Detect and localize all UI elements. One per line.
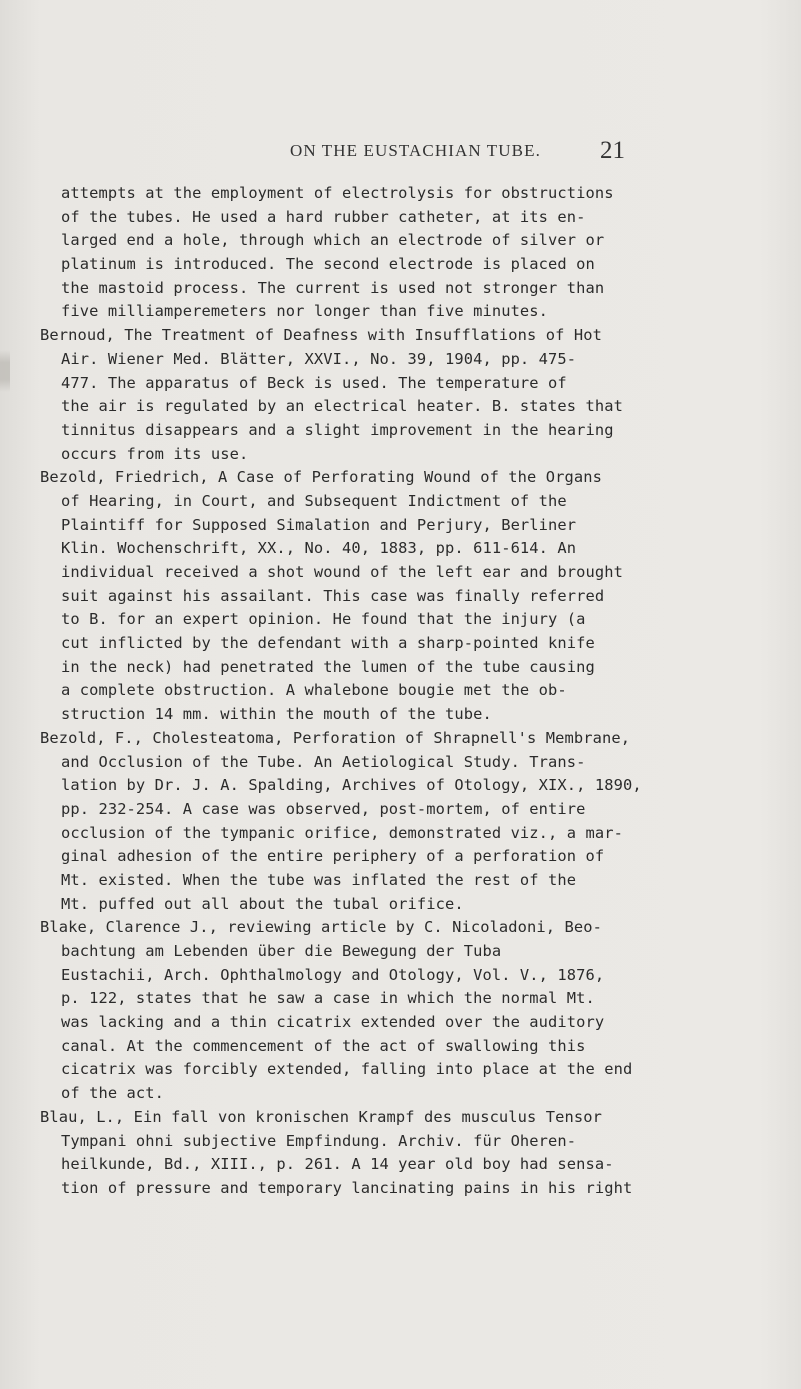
page-number: 21 (600, 137, 625, 164)
text-line: canal. At the commencement of the act of swallowing this (61, 1036, 586, 1055)
entry-first-line: Bezold, F., Cholesteatoma, Perforation of Shrapnell's Membrane, (40, 728, 631, 747)
text-line: cicatrix was forcibly extended, falling into place at the end (61, 1060, 633, 1079)
text-line: a complete obstruction. A whalebone bougie met the ob- (61, 681, 567, 700)
text-line: ginal adhesion of the entire periphery of a perforation of (61, 847, 605, 866)
entry-first-line: Bezold, Friedrich, A Case of Perforating Wound of the Organs (40, 468, 602, 487)
text-line: Mt. puffed out all about the tubal orifice. (61, 894, 464, 913)
text-line: of the act. (61, 1084, 165, 1103)
text-line: heilkunde, Bd., XIII., p. 261. A 14 year old boy had sensa- (61, 1155, 614, 1174)
entry-first-line: Blau, L., Ein fall von kronischen Krampf des musculus Tensor (40, 1107, 602, 1126)
bibliography-entry-blau (40, 1106, 770, 1201)
text-line: 477. The apparatus of Beck is used. The temperature of (61, 373, 567, 392)
continuation-paragraph (40, 182, 770, 324)
text-line: the mastoid process. The current is used not stronger than (61, 278, 605, 297)
text-line: bachtung am Lebenden über die Bewegung der Tuba (61, 942, 502, 960)
text-line: occlusion of the tympanic orifice, demonstrated viz., a mar- (61, 823, 623, 842)
entry-first-line: Blake, Clarence J., reviewing article by C. Nicoladoni, Beo- (40, 918, 602, 937)
text-line: occurs from its use. (61, 444, 249, 463)
text-line: of the tubes. He used a hard rubber catheter, at its en- (61, 207, 586, 226)
text-line: p. 122, states that he saw a case in which the normal Mt. (61, 989, 595, 1008)
text-line: Eustachii, Arch. Ophthalmology and Otology, Vol. V., 1876, (61, 965, 605, 984)
text-line: of Hearing, in Court, and Subsequent Indictment of the (61, 491, 567, 510)
text-line: in the neck) had penetrated the lumen of the tube causing (61, 657, 595, 676)
text-line: larged end a hole, through which an electrode of silver or (61, 231, 605, 250)
text-line: five milliamperemeters nor longer than five minutes. (61, 302, 549, 321)
running-head (0, 137, 801, 171)
text-line: Klin. Wochenschrift, XX., No. 40, 1883, pp. 611-614. An (61, 539, 577, 558)
text-line: to B. for an expert opinion. He found that the injury (a (61, 610, 586, 629)
text-line: Tympani ohni subjective Empfindung. Archiv. für Oheren- (61, 1131, 577, 1150)
text-line: and Occlusion of the Tube. An Aetiological Study. Trans- (61, 752, 586, 771)
text-line: pp. 232-254. A case was observed, post-mortem, of entire (61, 799, 586, 818)
text-line: suit against his assailant. This case was finally referred (61, 586, 605, 605)
text-line: attempts at the employment of electrolysis for obstructions (61, 184, 614, 202)
text-line: Air. Wiener Med. Blätter, XXVI., No. 39, 1904, pp. 475- (61, 349, 577, 368)
entry-first-line: Bernoud, The Treatment of Deafness with Insufflations of Hot (40, 326, 602, 345)
bibliography-entry-bezold-f (40, 727, 770, 917)
text-line: Plaintiff for Supposed Simalation and Perjury, Berliner (61, 515, 577, 534)
bibliography-entry-bezold-friedrich (40, 466, 770, 727)
page-edge-mark (0, 350, 10, 392)
text-line: tinnitus disappears and a slight improvement in the hearing (61, 420, 614, 439)
text-line: lation by Dr. J. A. Spalding, Archives of Otology, XIX., 1890, (61, 776, 642, 795)
text-line: the air is regulated by an electrical heater. B. states that (61, 397, 623, 416)
bibliography-entry-blake (40, 916, 770, 1106)
text-line: platinum is introduced. The second electrode is placed on (61, 255, 595, 274)
text-line: cut inflicted by the defendant with a sharp-pointed knife (61, 634, 595, 653)
text-line: individual received a shot wound of the left ear and brought (61, 563, 623, 581)
body-text (40, 182, 770, 1201)
text-line: was lacking and a thin cicatrix extended over the auditory (61, 1013, 605, 1032)
text-line: Mt. existed. When the tube was inflated the rest of the (61, 870, 577, 889)
bibliography-entry-bernoud (40, 324, 770, 466)
text-line: struction 14 mm. within the mouth of the tube. (61, 705, 492, 724)
running-title: ON THE EUSTACHIAN TUBE. (290, 141, 541, 160)
text-line: tion of pressure and temporary lancinating pains in his right (61, 1178, 633, 1197)
